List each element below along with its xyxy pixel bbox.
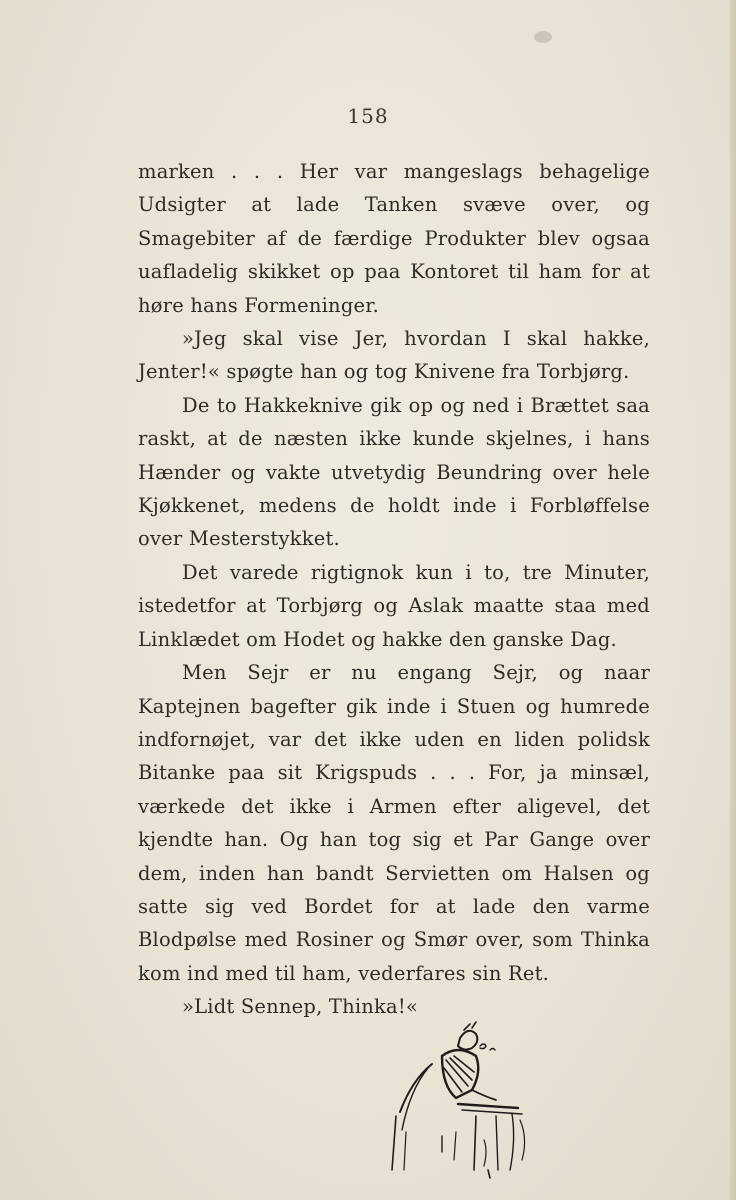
paragraph-3: De to Hakkeknive gik op og ned i Brættet saa raskt, at de næsten ikke kunde skjelnes, i hans Hænder og vakte utvetydig Beundring over hele Kjøkkenet, medens de holdt inde i Forbløffelse over Mesterstykket. — [138, 393, 650, 551]
ink-smudge-icon — [530, 28, 556, 46]
paragraph-1: marken . . . Her var mangeslags behagelige Udsigter at lade Tanken svæve over, og Smagebiter af de færdige Produkter blev ogsaa uafladelig skikket op paa Kontoret til ham for at høre hans Formeninger. — [138, 160, 650, 317]
body-text — [138, 155, 650, 1024]
ink-sketch-figure-icon — [372, 1020, 542, 1180]
paragraph-4: Det varede rigtignok kun i to, tre Minuter, istedetfor at Torbjørg og Aslak maatte staa med Linklædet om Hodet og hakke den ganske Dag. — [138, 560, 650, 651]
paragraph-2: »Jeg skal vise Jer, hvordan I skal hakke, Jenter!« spøgte han og tog Knivene fra Torbjørg. — [138, 327, 650, 384]
page-number: 158 — [347, 104, 389, 128]
page-edge — [730, 0, 736, 1200]
paragraph-6: »Lidt Sennep, Thinka!« — [182, 995, 419, 1019]
paragraph-5: Men Sejr er nu engang Sejr, og naar Kaptejnen bagefter gik inde i Stuen og humrede indfornøjet, var det ikke uden en liden polidsk Bitanke paa sit Krigspuds . . . For, ja minsæl, værkede det ikke i Armen efter aligevel, det kjendte han. Og han tog sig et Par Gange over dem, inden han bandt Servietten om Halsen og satte sig ved Bordet for at lade den varme Blodpølse med Rosiner og Smør over, som Thinka kom ind med til ham, vederfares sin Ret. — [138, 661, 650, 985]
